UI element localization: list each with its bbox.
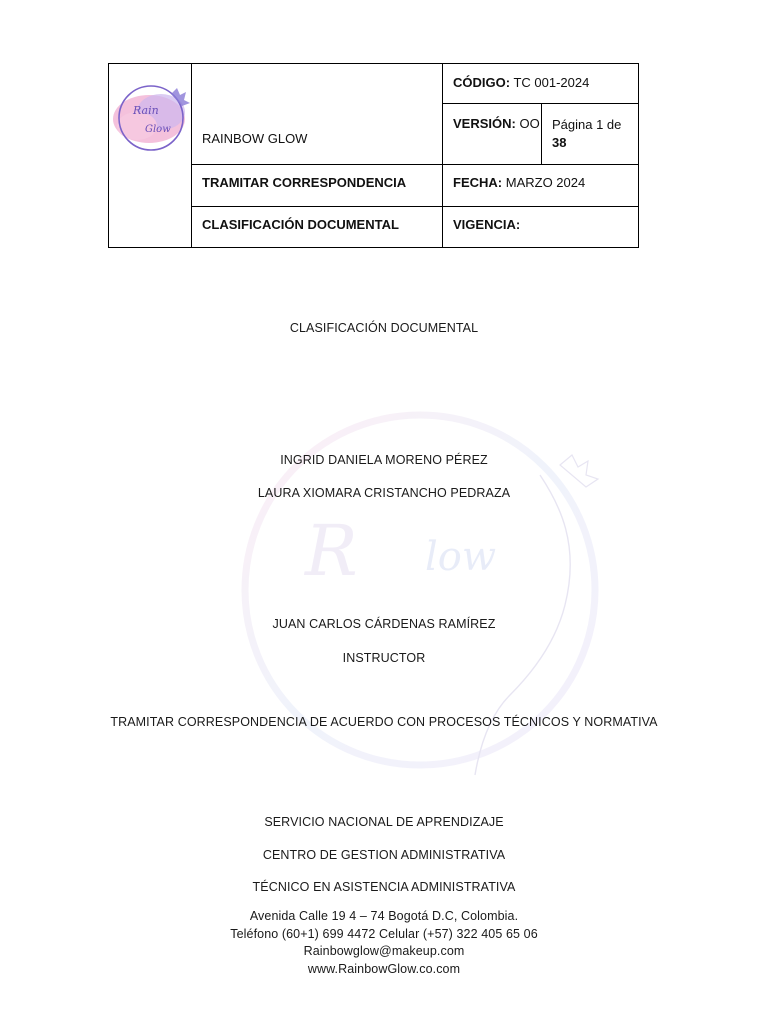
svg-text:Glow: Glow <box>145 124 171 135</box>
svg-text:Rain: Rain <box>133 104 159 117</box>
contact-website[interactable]: www.RainbowGlow.co.com <box>307 962 461 976</box>
instructor-role: INSTRUCTOR <box>342 651 426 665</box>
document-header-table <box>108 63 639 248</box>
contact-email[interactable]: Rainbowglow@makeup.com <box>303 944 465 958</box>
version-field <box>453 116 540 131</box>
version-value: OO <box>519 116 540 131</box>
program-name: TÉCNICO EN ASISTENCIA ADMINISTRATIVA <box>252 880 516 894</box>
page-count <box>552 116 621 152</box>
codigo-label: CÓDIGO: <box>453 75 511 90</box>
page-count-label: Página 1 de <box>552 117 622 132</box>
codigo-value: TC 001-2024 <box>513 75 590 90</box>
instructor-name: JUAN CARLOS CÁRDENAS RAMÍREZ <box>272 617 496 631</box>
svg-text:R: R <box>305 510 358 592</box>
document-name: CLASIFICACIÓN DOCUMENTAL <box>202 217 399 232</box>
fecha-label: FECHA: <box>453 175 503 190</box>
process-name: TRAMITAR CORRESPONDENCIA <box>202 175 407 190</box>
version-label: VERSIÓN: <box>453 116 516 131</box>
company-name: RAINBOW GLOW <box>202 131 308 146</box>
page-count-total: 38 <box>552 135 567 150</box>
document-title: CLASIFICACIÓN DOCUMENTAL <box>289 321 479 335</box>
svg-text:low: low <box>425 534 497 580</box>
contact-phone: Teléfono (60+1) 699 4472 Celular (+57) 322 405 65 06 <box>230 927 538 941</box>
author-name: INGRID DANIELA MORENO PÉREZ <box>280 453 488 467</box>
codigo-field <box>453 75 589 90</box>
author-name: LAURA XIOMARA CRISTANCHO PEDRAZA <box>257 486 511 500</box>
institution-name: SERVICIO NACIONAL DE APRENDIZAJE <box>264 815 504 829</box>
document-subject: TRAMITAR CORRESPONDENCIA DE ACUERDO CON PROCESOS TÉCNICOS Y NORMATIVA <box>110 715 658 729</box>
company-logo <box>109 64 192 247</box>
contact-address: Avenida Calle 19 4 – 74 Bogotá D.C, Colombia. <box>249 909 519 923</box>
vigencia-label: VIGENCIA: <box>453 217 521 232</box>
fecha-value: MARZO 2024 <box>505 175 586 190</box>
logo-icon <box>109 64 192 164</box>
fecha-field <box>453 175 585 190</box>
center-name: CENTRO DE GESTION ADMINISTRATIVA <box>262 848 506 862</box>
